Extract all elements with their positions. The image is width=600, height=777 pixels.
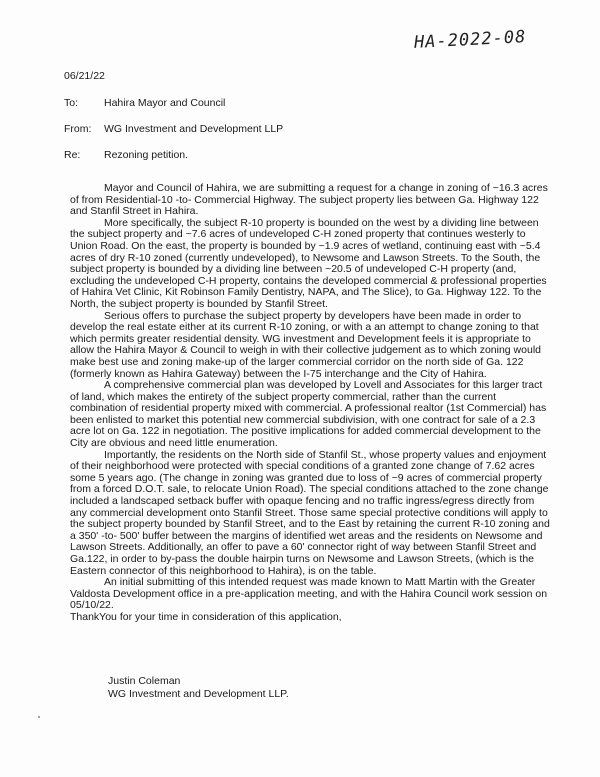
- body-paragraph: An initial submitting of this intended request was made known to Matt Martin with the Greater Valdosta Development office in a pre-application meeting, and with the Hahira Council work session on 05/10/22.: [70, 576, 548, 612]
- letter-body: [70, 183, 550, 624]
- signature-block: [108, 675, 289, 701]
- signer-company: WG Investment and Development LLP.: [108, 688, 289, 700]
- from-line: [64, 123, 283, 135]
- body-paragraph: More specifically, the subject R-10 property is bounded on the west by a dividing line between the subject property and ~7.6 acres of undeveloped C-H zoned property that continues westerly to Union Road. On the east, the property is bounded by ~1.9 acres of wetland, continuing east with ~5.4 acres of dry R-10 zoned (currently undeveloped), to Newsome and Lawson Streets. To the South, the subject property is bounded by a dividing line between ~20.5 of undeveloped C-H property (and, excluding the undeveloped C-H property, contains the developed commercial & professional properties of Hahira Vet Clinic, Kit Robinson Family Dentistry, NAPA, and The Slice), to Ga. Highway 122. To the North, the subject property is bounded by Stanfil Street.: [70, 216, 547, 310]
- body-paragraph: Serious offers to purchase the subject property by developers have been made in order to develop the real estate either at its current R-10 zoning, or with a an attempt to change zoning to that which permits greater residential density. WG investment and Development feels it is appropriate to allow the Hahira Mayor & Council to weigh in with their collective judgement as to which zoning would make best use and zoning make-up of the larger commercial corridor on the north side of Ga. 122 (formerly known as Hahira Gateway) between the I-75 interchange and the City of Hahira.: [70, 309, 541, 380]
- re-value: Rezoning petition.: [104, 149, 189, 161]
- to-value: Hahira Mayor and Council: [104, 97, 226, 109]
- closing-line: ThankYou for your time in consideration of this application,: [70, 610, 342, 623]
- body-paragraph: Importantly, the residents on the North side of Stanfil St., whose property values and enjoyment of their neighborhood were protected with special conditions of a granted zone change of 7.62 acres some 5 years ago. (The change in zoning was granted due to loss of ~9 acres of commercial property from a forced D.O.T. sale, to relocate Union Road). The special conditions attached to the zone change included a landscaped setback buffer with opaque fencing and no traffic ingress/egress directly from any commercial development onto Stanfil Street. Those same special protective conditions will apply to the subject property bounded by Stanfil Street, and to the East by retaining the current R-10 zoning and a 350' -to- 500' buffer between the margins of identified wet areas and the residents on Newsome and Lawson Streets. Additionally, an offer to pave a 60' connector right of way between Stanfil Street and Ga.122, in order to by-pass the double hairpin turns on Newsome and Lawson Streets, (which is the Eastern connector of this neighborhood to Hahira), is on the table.: [70, 448, 550, 577]
- body-paragraph: A comprehensive commercial plan was developed by Lovell and Associates for this larger tract of land, which makes the entirety of the subject property commercial, rather than the current combination of residential property mixed with commercial. A professional realtor (1st Commercial) has been enlisted to market this potential new commercial subdivision, with one contract for sale of a 2.3 acre lot on Ga. 122 in negotiation. The positive implications for added commercial development to the City are obvious and need little enumeration.: [70, 379, 547, 450]
- letter-date: 06/21/22: [64, 70, 105, 82]
- case-number-stamp: HA-2022-08: [413, 27, 527, 53]
- from-label: From:: [64, 123, 92, 135]
- body-paragraph: Mayor and Council of Hahira, we are submitting a request for a change in zoning of ~16.3 acres of from Residential-10 -to- Commercial Highway. The subject property lies between Ga. Highway 122 and Stanfil Street in Hahira.: [70, 182, 548, 218]
- from-value: WG Investment and Development LLP: [104, 123, 284, 135]
- re-line: [64, 149, 188, 161]
- re-label: Re:: [64, 149, 81, 161]
- signer-name: Justin Coleman: [108, 675, 181, 687]
- scan-speck: [38, 716, 40, 718]
- to-label: To:: [64, 97, 79, 109]
- to-line: [64, 97, 225, 109]
